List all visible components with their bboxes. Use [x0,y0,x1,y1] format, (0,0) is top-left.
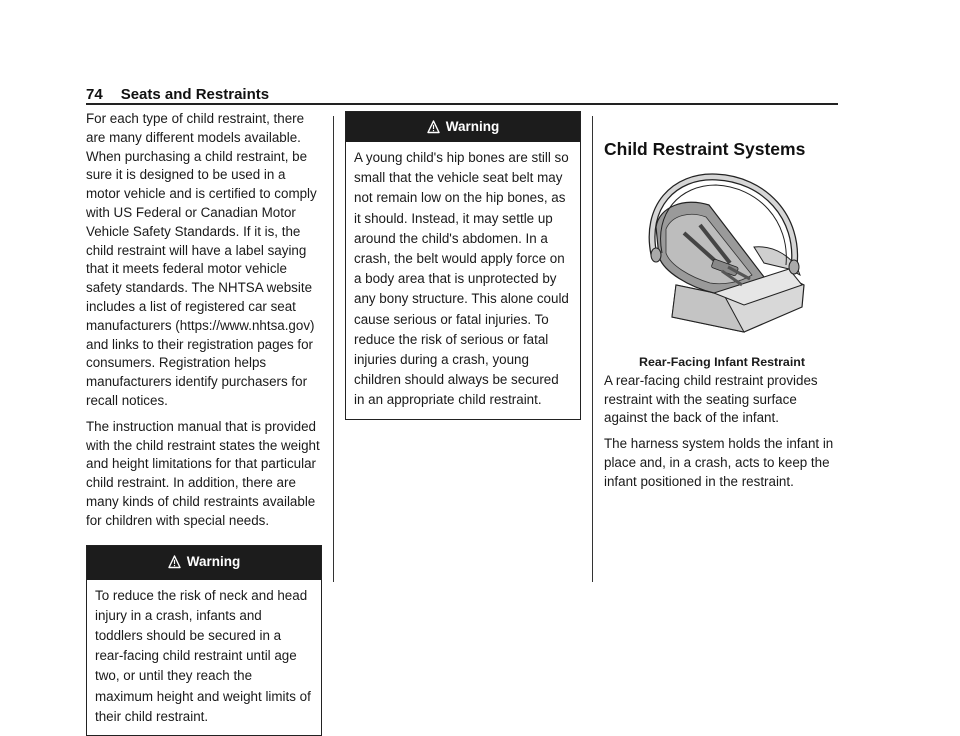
page-header [86,86,838,104]
page-number: 74 [86,86,103,103]
column-divider [333,116,334,582]
section-name: Seats and Restraints [120,86,270,103]
column-3 [604,138,840,499]
infant-seat-image [604,167,840,337]
infant-restraint-illustration [604,167,840,372]
body-paragraph: The instruction manual that is provided with the child restraint states the weight and height limitations for that particular child restraint. In addition, there are many kinds of child restraints available for children with special needs. [86,418,320,528]
warning-box [345,111,581,420]
body-paragraph: A rear-facing child restraint provides restraint with the seating surface against the back of the infant. [604,372,818,426]
warning-title: Warning [445,118,500,134]
header-rule [86,103,838,105]
warning-icon [168,555,181,570]
figure-caption: Rear-Facing Infant Restraint [639,354,805,369]
warning-icon [427,120,440,135]
warning-text: To reduce the risk of neck and head injury in a crash, infants and toddlers should be secured in a rear-facing child restraint until age two, or until they reach the maximum height and weight limits of their child restraint. [95,587,311,724]
body-paragraph: The harness system holds the infant in place and, in a crash, acts to keep the infant positioned in the restraint. [604,436,834,489]
body-paragraph: For each type of child restraint, there are many different models available. When purchasing a child restraint, be sure it is designed to be used in a motor vehicle and is certified to comply with US Federal or Canadian Motor Vehicle Safety Standards. If it is, the child restraint will have a label saying that it meets federal motor vehicle safety standards. The NHTSA website includes a list of registered car seat manufacturers (https://www.nhtsa.gov) and links to their registration pages for consumers. Registration helps manufacturers identify purchasers for recall notices. [86,111,317,408]
warning-header [87,546,321,580]
warning-title: Warning [186,554,241,570]
warning-text: A young child's hip bones are still so small that the vehicle seat belt may not remain low on the hip bones, as it should. Instead, it may settle up around the child's abdomen. In a crash, the belt would apply force on a body area that is unprotected by any bony structure. This alone could cause serious or fatal injuries. To reduce the risk of serious or fatal injuries during a crash, young children should always be secured in an appropriate child restraint. [354,150,569,408]
warning-box [86,545,322,736]
section-title: Child Restraint Systems [604,139,806,159]
column-2 [345,111,581,420]
column-1 [86,110,322,736]
column-divider [592,116,593,582]
warning-header [346,112,580,142]
